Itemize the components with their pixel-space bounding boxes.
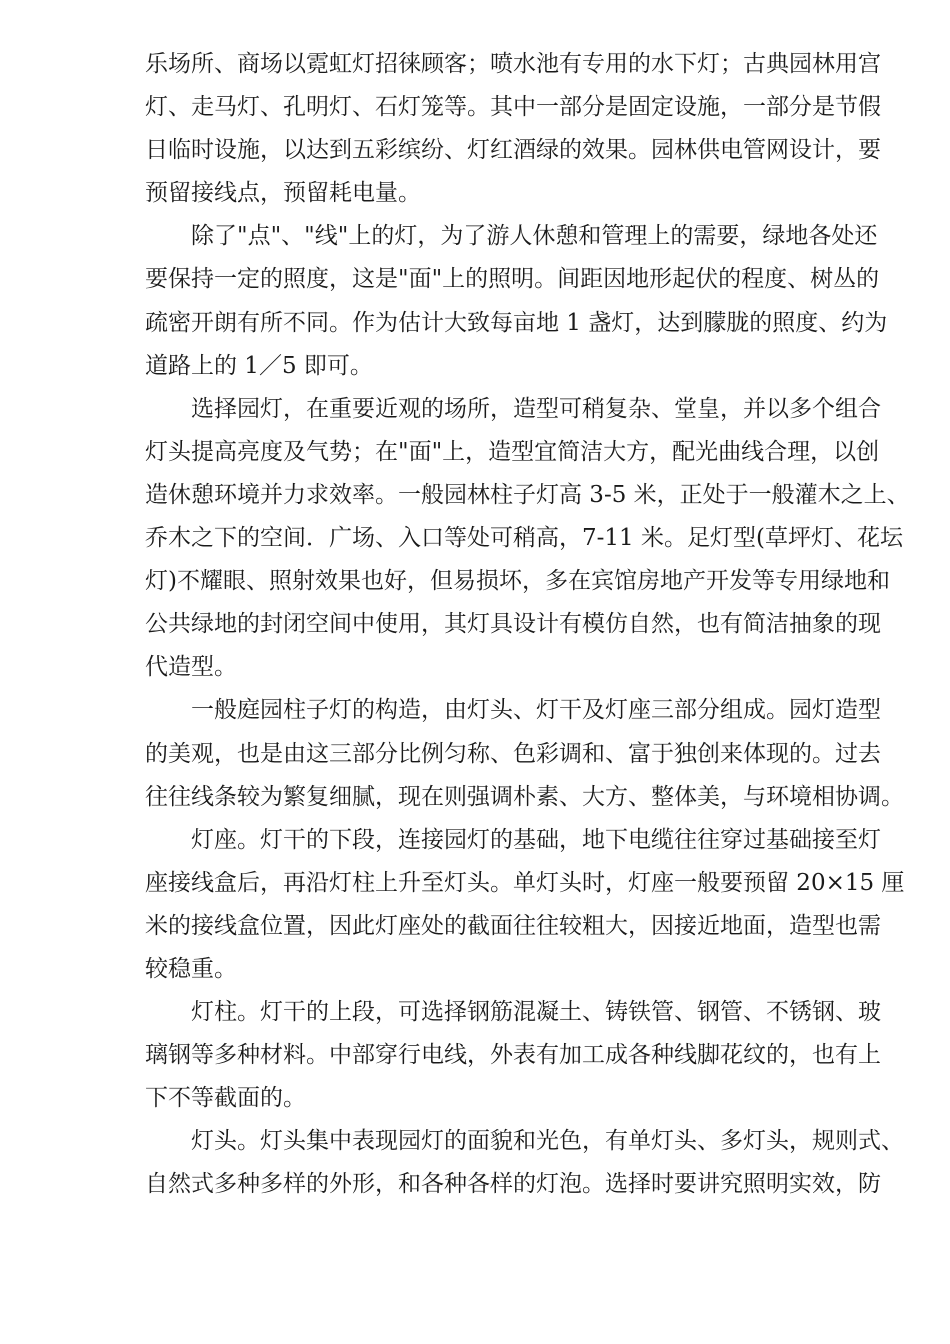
text-line: 下不等截面的。 bbox=[145, 1085, 306, 1112]
text-line: 座接线盒后，再沿灯柱上升至灯头。单灯头时，灯座一般要预留 20×15 厘 bbox=[145, 869, 905, 896]
paragraph bbox=[145, 215, 888, 387]
paragraph bbox=[145, 819, 905, 991]
text-line: 疏密开朗有所不同。作为估计大致每亩地 1 盏灯，达到朦胧的照度、约为 bbox=[145, 309, 888, 336]
text-line: 灯头提高亮度及气势；在"面"上，造型宜简洁大方，配光曲线合理，以创 bbox=[145, 438, 880, 465]
text-line: 一般庭园柱子灯的构造，由灯头、灯干及灯座三部分组成。园灯造型 bbox=[191, 697, 881, 724]
text-line: 灯座。灯干的下段，连接园灯的基础，地下电缆往往穿过基础接至灯 bbox=[191, 826, 881, 853]
text-line: 造休憩环境并力求效率。一般园林柱子灯高 3-5 米，正处于一般灌木之上、 bbox=[145, 481, 910, 508]
text-line: 要保持一定的照度，这是"面"上的照明。间距因地形起伏的程度、树丛的 bbox=[145, 266, 880, 293]
paragraph bbox=[145, 388, 910, 690]
text-line: 乐场所、商场以霓虹灯招徕顾客；喷水池有专用的水下灯；古典园林用宫 bbox=[145, 51, 881, 77]
text-line: 公共绿地的封闭空间中使用，其灯具设计有模仿自然，也有简洁抽象的现 bbox=[145, 611, 881, 638]
text-line: 璃钢等多种材料。中部穿行电线，外表有加工成各种线脚花纹的，也有上 bbox=[145, 1042, 881, 1069]
text-line: 代造型。 bbox=[145, 654, 237, 681]
text-line: 的美观，也是由这三部分比例匀称、色彩调和、富于独创来体现的。过去 bbox=[145, 740, 881, 767]
text-line: 灯)不耀眼、照射效果也好，但易损坏，多在宾馆房地产开发等专用绿地和 bbox=[145, 568, 890, 595]
text-line: 乔木之下的空间．广场、入口等处可稍高，7-11 米。足灯型(草坪灯、花坛 bbox=[145, 525, 903, 552]
text-line: 灯柱。灯干的上段，可选择钢筋混凝土、铸铁管、钢管、不锈钢、玻 bbox=[191, 999, 881, 1026]
text-line: 日临时设施，以达到五彩缤纷、灯红酒绿的效果。园林供电管网设计，要 bbox=[145, 137, 881, 164]
paragraph bbox=[145, 43, 880, 215]
paragraph bbox=[145, 991, 880, 1120]
text-line: 自然式多种多样的外形，和各种各样的灯泡。选择时要讲究照明实效，防 bbox=[145, 1171, 881, 1198]
text-line: 较稳重。 bbox=[145, 955, 237, 982]
text-line: 灯、走马灯、孔明灯、石灯笼等。其中一部分是固定设施，一部分是节假 bbox=[145, 94, 881, 121]
text-line: 灯头。灯头集中表现园灯的面貌和光色，有单灯头、多灯头，规则式、 bbox=[191, 1128, 904, 1155]
text-line: 往往线条较为繁复细腻，现在则强调朴素、大方、整体美，与环境相协调。 bbox=[145, 783, 904, 810]
body-text bbox=[145, 43, 910, 1207]
text-line: 米的接线盒位置，因此灯座处的截面往往较粗大，因接近地面，造型也需 bbox=[145, 912, 881, 939]
paragraph bbox=[145, 689, 904, 818]
text-line: 除了"点"、"线"上的灯，为了游人休憩和管理上的需要，绿地各处还 bbox=[191, 223, 878, 250]
text-line: 选择园灯，在重要近观的场所，造型可稍复杂、堂皇，并以多个组合 bbox=[191, 395, 881, 422]
text-line: 预留接线点，预留耗电量。 bbox=[145, 180, 421, 207]
text-line: 道路上的 1／5 即可。 bbox=[145, 352, 373, 379]
paragraph bbox=[145, 1120, 904, 1206]
